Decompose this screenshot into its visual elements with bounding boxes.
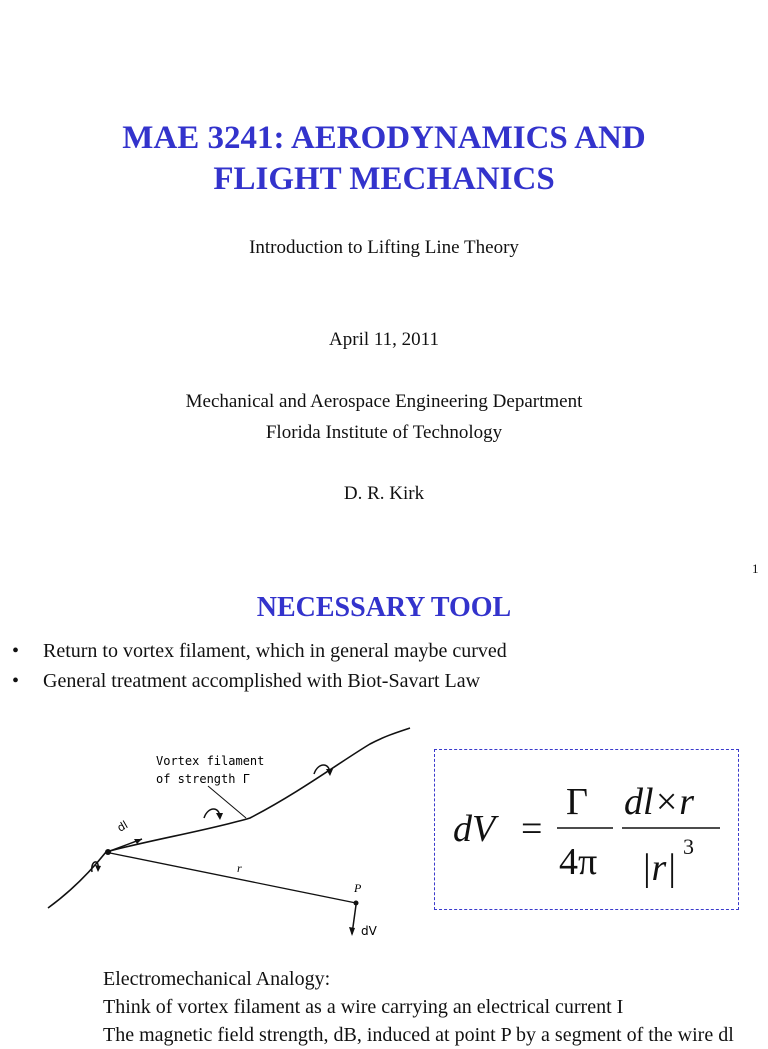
analogy-line-2: The magnetic field strength, dB, induced at point P by a segment of the wire dl bbox=[103, 1024, 734, 1046]
filament-label-line1: Vortex filament bbox=[156, 754, 265, 768]
point-p bbox=[354, 901, 359, 906]
title-line-1: MAE 3241: AERODYNAMICS AND bbox=[122, 120, 646, 156]
analogy-heading: Electromechanical Analogy: bbox=[103, 968, 331, 990]
formula-lhs: dV bbox=[453, 808, 496, 850]
slide1-title bbox=[0, 118, 768, 200]
title-line-2: FLIGHT MECHANICS bbox=[213, 161, 555, 197]
bullet-dot: • bbox=[12, 670, 20, 692]
biot-savart-formula-box bbox=[434, 749, 739, 910]
date: April 11, 2011 bbox=[329, 329, 439, 350]
formula-exponent: 3 bbox=[683, 834, 694, 859]
page-number: 1 bbox=[752, 561, 759, 576]
bullet-text: General treatment accomplished with Biot-Savart Law bbox=[43, 670, 481, 692]
filament-leader-line bbox=[208, 786, 246, 818]
bullet-item-1 bbox=[12, 640, 507, 663]
author: D. R. Kirk bbox=[343, 483, 425, 504]
vortex-filament-figure bbox=[40, 722, 420, 947]
bullet-item-2 bbox=[12, 670, 480, 693]
formula-r-abs: |r| bbox=[641, 847, 677, 889]
formula-cross: dl×r bbox=[624, 781, 694, 823]
biot-savart-formula bbox=[435, 750, 738, 909]
department: Mechanical and Aerospace Engineering Department bbox=[185, 391, 583, 412]
dv-label: dV bbox=[361, 924, 377, 938]
r-line bbox=[110, 853, 356, 903]
filament-label-line2: of strength Γ bbox=[156, 772, 250, 786]
formula-equals: = bbox=[521, 808, 543, 850]
circulation-arrowhead-2 bbox=[216, 813, 223, 820]
formula-gamma: Γ bbox=[566, 781, 588, 823]
subtitle: Introduction to Lifting Line Theory bbox=[249, 237, 519, 258]
slide2-title: NECESSARY TOOL bbox=[256, 592, 512, 623]
p-label: P bbox=[354, 881, 362, 895]
dv-arrowhead bbox=[349, 927, 355, 936]
bullet-dot: • bbox=[12, 640, 20, 662]
circulation-arrowhead-1 bbox=[95, 865, 101, 872]
analogy-line-1: Think of vortex filament as a wire carrying an electrical current I bbox=[103, 996, 624, 1018]
bullet-text: Return to vortex filament, which in general maybe curved bbox=[43, 640, 507, 662]
filament-point bbox=[105, 849, 111, 855]
institution: Florida Institute of Technology bbox=[265, 422, 503, 443]
formula-four-pi: 4π bbox=[559, 841, 598, 883]
dl-label: dl bbox=[115, 818, 131, 835]
r-label: r bbox=[237, 861, 242, 875]
